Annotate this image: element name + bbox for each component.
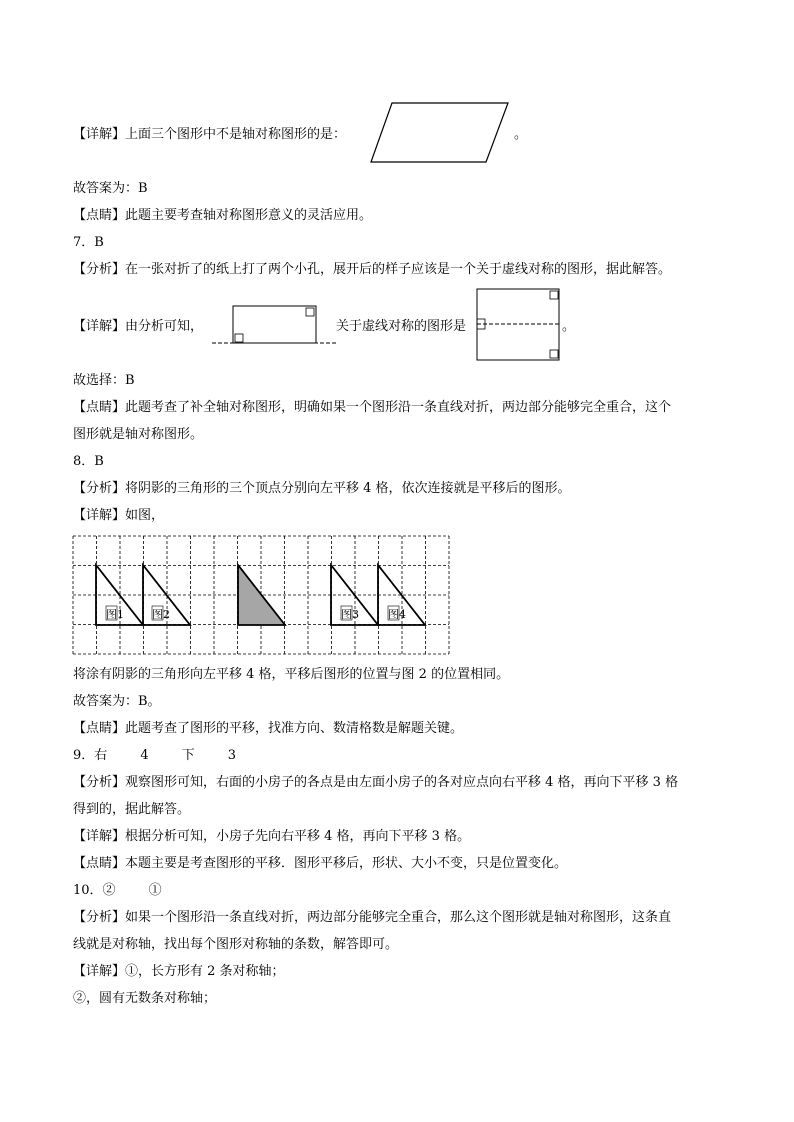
- unfolded-paper-figure: [476, 288, 562, 362]
- answer-line-1: 故答案为：B: [73, 181, 148, 196]
- answer-line-7: 故选择：B: [73, 373, 135, 388]
- detail-line-9: 【详解】根据分析可知，小房子先向右平移 4 格，再向下平移 3 格。: [73, 829, 471, 844]
- question-7-answer: 7．B: [73, 235, 104, 250]
- analysis-line-8: 【分析】将阴影的三角形的三个顶点分别向左平移 4 格，依次连接就是平移后的图形。: [73, 481, 571, 496]
- analysis-line-7: 【分析】在一张对折了的纸上打了两个小孔，展开后的样子应该是一个关于虚线对称的图形，据此解答。: [73, 262, 672, 277]
- detail-text: 【详解】上面三个图形中不是轴对称图形的是：: [73, 127, 347, 142]
- comment-line-8: 【点睛】此题考查了图形的平移，找准方向、数清格数是解题关键。: [73, 721, 464, 736]
- label-fig2: 图2: [152, 608, 170, 621]
- label-fig4: 图4: [388, 608, 406, 621]
- symmetric-text: 关于虚线对称的图形是: [336, 319, 467, 334]
- comment-line-7a: 【点睛】此题考查了补全轴对称图形，明确如果一个图形沿一条直线对折，两边部分能够完全重合，这个: [73, 400, 672, 415]
- analysis-line-10a: 【分析】如果一个图形沿一条直线对折，两边部分能够完全重合，那么这个图形就是轴对称图形，这条直: [73, 910, 672, 925]
- period: 。: [514, 127, 528, 142]
- analysis-line-9a: 【分析】观察图形可知，右面的小房子的各点是由左面小房子的各对应点向右平移 4 格，再向下平移 3 格: [73, 775, 679, 790]
- conclusion-line-8: 将涂有阴影的三角形向左平移 4 格，平移后图形的位置与图 2 的位置相同。: [73, 667, 510, 682]
- answer-line-8: 故答案为：B。: [73, 694, 161, 709]
- detail-line-10a: 【详解】①，长方形有 2 条对称轴；: [73, 964, 285, 979]
- label-fig3: 图3: [341, 608, 359, 621]
- detail-line-1: [73, 126, 346, 144]
- comment-line-9: 【点睛】本题主要是考查图形的平移．图形平移后，形状、大小不变，只是位置变化。: [73, 856, 568, 871]
- parallelogram-figure: [370, 102, 510, 164]
- analysis-line-9b: 得到的，据此解答。: [73, 802, 191, 817]
- comment-line-7b: 图形就是轴对称图形。: [73, 427, 204, 442]
- analysis-line-10b: 线就是对称轴，找出每个图形对称轴的条数，解答即可。: [73, 937, 399, 952]
- detail-line-10b: ②，圆有无数条对称轴；: [73, 991, 217, 1006]
- detail-line-7: 【详解】由分析可知，: [73, 319, 204, 334]
- question-10-answer: 10．② ①: [73, 883, 162, 898]
- folded-paper-figure: [212, 304, 337, 346]
- detail-line-8: 【详解】如图，: [73, 508, 165, 523]
- shaded-triangle: [238, 565, 285, 625]
- question-8-answer: 8．B: [73, 454, 104, 469]
- translation-grid-figure: [72, 535, 452, 655]
- label-fig1: 图1: [106, 608, 124, 621]
- period-2: 。: [562, 319, 576, 334]
- question-9-answer: 9．右 4 下 3: [73, 748, 236, 763]
- comment-line-1: 【点睛】此题主要考查轴对称图形意义的灵活应用。: [73, 208, 373, 223]
